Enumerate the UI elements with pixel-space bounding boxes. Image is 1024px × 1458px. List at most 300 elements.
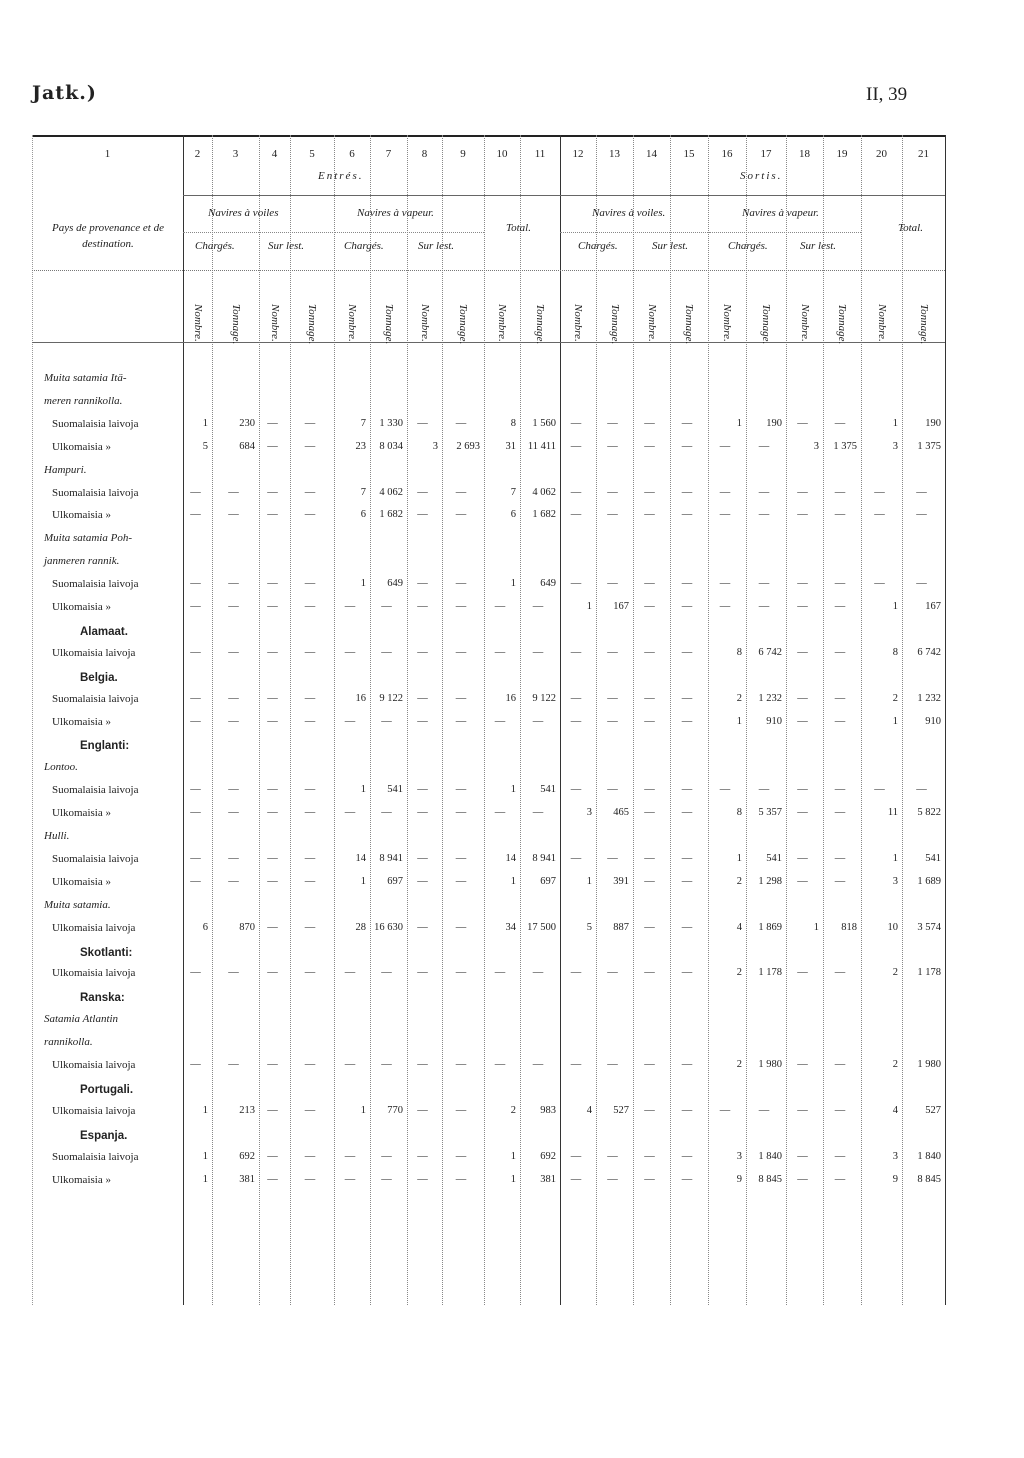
table-cell: — [417,417,428,429]
table-cell: — [304,807,316,819]
table-cell: — [681,1104,693,1116]
table-cell: 167 [925,601,941,612]
table-cell: 8 941 [379,852,403,864]
table-cell: — [607,967,618,979]
table-cell: 1 [736,417,742,429]
table-cell: 684 [239,440,255,452]
sails-out-surlest: Sur lest. [652,240,689,252]
table-cell: 1 375 [833,440,857,452]
table-cell: — [417,1150,428,1162]
table-cell: 1 [202,417,208,429]
table-cell: — [190,692,201,704]
table-cell: — [267,875,278,887]
column-number: 20 [876,148,887,160]
table-cell: — [834,784,846,796]
port-label: janmeren rannik. [44,555,120,568]
row-label: Suomalaisia laivoja [52,1150,139,1163]
table-cell: — [797,578,808,590]
table-cell: 6 [360,509,366,521]
table-cell: — [304,784,316,796]
table-cell: — [381,646,392,658]
table-cell: 527 [613,1104,629,1116]
table-cell: — [644,715,655,727]
table-cell: 9 [736,1173,742,1185]
table-cell: 2 [892,692,898,704]
table-cell: 692 [239,1150,255,1162]
row-label: Ulkomaisia » [52,440,111,453]
total-in-header: Total. [506,222,531,234]
table-cell: — [190,715,201,727]
port-label: Satamia Atlantin [44,1013,119,1026]
column-number: 10 [496,148,508,160]
table-cell: — [570,967,582,979]
table-cell: 1 [202,1150,208,1162]
table-cell: — [228,578,239,590]
table-cell: — [267,807,278,819]
column-number: 3 [232,148,239,160]
country-heading: Alamaat. [80,625,128,638]
table-cell: — [834,486,846,498]
table-cell: — [570,1150,582,1162]
table-cell: 1 [586,875,592,887]
table-cell: 527 [925,1104,941,1116]
table-cell: — [304,1173,316,1185]
table-cell: — [681,601,693,612]
table-cell: 1 298 [758,875,782,887]
table-cell: 1 [736,715,742,727]
table-cell: — [834,417,846,429]
table-cell: — [834,1059,846,1070]
table-cell: — [644,1104,655,1116]
column-number: 16 [721,148,733,160]
table-cell: — [607,1059,618,1070]
table-cell: — [455,875,467,887]
table-cell: — [381,601,392,612]
table-cell: 1 178 [758,967,782,979]
table-cell: — [570,417,582,429]
table-cell: — [494,1059,506,1070]
table-cell: — [417,578,428,590]
country-heading: Englanti: [80,740,130,753]
nombre-subheader: Nombre. [418,304,431,342]
column-number: 21 [918,148,929,160]
table-cell: — [644,486,655,498]
header-rule [183,232,333,233]
table-cell: 697 [540,875,556,887]
sails-in-charges: Chargés. [195,240,235,252]
column-number: 1 [104,148,111,160]
table-cell: — [834,646,846,658]
table-cell: 9 122 [532,692,556,704]
table-cell: — [834,852,846,864]
table-cell: — [190,646,201,658]
table-cell: 1 682 [379,509,403,521]
table-cell: — [607,1173,618,1185]
table-cell: — [267,440,278,452]
table-cell: — [681,784,693,796]
table-cell: — [681,875,693,887]
table-cell: — [797,646,808,658]
port-label: rannikolla. [44,1036,93,1049]
table-cell: — [455,417,467,429]
table-cell: — [494,807,506,819]
table-cell: — [834,692,846,704]
table-cell: 1 [202,1104,208,1116]
table-cell: 5 [586,921,592,933]
nombre-subheader: Nombre. [346,304,358,342]
table-cell: — [797,967,808,979]
table-cell: — [570,646,582,658]
continuation-label: Jatk.) [32,82,97,104]
row-label: Ulkomaisia » [52,875,111,888]
port-label: Muita satamia. [44,898,111,911]
table-cell: — [267,1059,278,1070]
table-cell: — [304,921,316,933]
table-cell: 8 [736,807,742,819]
table-cell: 2 [510,1104,516,1116]
table-cell: — [267,967,278,979]
table-cell: — [228,1059,239,1070]
table-cell: 381 [540,1173,556,1185]
table-cell: 16 [505,692,516,704]
header-rule [183,195,945,196]
table-cell: 541 [387,784,403,796]
table-cell: — [644,921,655,933]
table-cell: 1 330 [379,417,403,429]
table-cell: — [304,852,316,864]
table-cell: — [417,692,428,704]
table-cell: — [834,967,846,979]
table-cell: — [681,417,693,429]
table-cell: — [607,1150,618,1162]
table-cell: — [834,578,846,590]
table-cell: — [381,1059,392,1070]
table-cell: 1 178 [917,967,941,979]
table-cell: — [644,578,655,590]
table-cell: — [681,486,693,498]
table-cell: — [455,852,467,864]
table-cell: — [834,1173,846,1185]
table-cell: — [797,784,808,796]
table-cell: — [758,486,770,498]
table-cell: 1 [586,601,592,612]
table-cell: — [834,601,846,612]
table-cell: 1 [510,578,516,590]
table-cell: — [532,967,544,979]
table-cell: — [455,1173,467,1185]
table-cell: — [532,715,544,727]
table-cell: 770 [387,1104,403,1116]
table-cell: — [455,967,467,979]
table-cell: — [417,601,428,612]
table-cell: — [190,509,201,521]
row-label: Ulkomaisia laivoja [52,1104,136,1117]
table-cell: — [304,509,316,521]
table-cell: — [797,1104,808,1116]
steam-in-header: Navires à vapeur. [357,207,434,219]
table-cell: — [455,807,467,819]
table-cell: — [570,784,582,796]
table-cell: — [190,1059,201,1070]
table-cell: 14 [505,852,516,864]
table-cell: — [719,784,731,796]
table-cell: 3 [432,440,438,452]
table-cell: 1 [510,1173,516,1185]
table-cell: — [797,509,808,521]
table-cell: 1 [360,578,366,590]
table-cell: 818 [841,921,857,933]
table-cell: 2 [736,875,742,887]
table-cell: — [719,486,731,498]
table-cell: — [267,784,278,796]
column-number: 17 [760,148,772,160]
table-cell: — [190,578,201,590]
table-cell: 4 [736,921,742,933]
table-cell: — [190,852,201,864]
table-cell: — [797,692,808,704]
table-cell: — [304,692,316,704]
tonnage-subheader: Tonnage. [229,304,242,345]
table-cell: — [916,509,927,521]
table-cell: — [607,486,618,498]
table-cell: — [570,509,582,521]
table-cell: — [228,509,239,521]
table-cell: — [874,509,885,521]
port-label: Hampuri. [44,463,87,476]
table-cell: — [532,646,544,658]
table-cell: 2 [892,967,898,979]
table-cell: — [644,852,655,864]
row-label: Suomalaisia laivoja [52,852,139,865]
table-cell: — [681,807,693,819]
table-cell: — [304,417,316,429]
table-cell: — [874,578,885,590]
table-cell: 16 630 [374,921,403,933]
table-cell: — [455,784,467,796]
table-cell: — [228,967,239,979]
page-number: II, 39 [866,84,908,105]
table-cell: 6 [510,509,516,521]
table-cell: — [681,921,693,933]
table-cell: 1 560 [532,417,556,429]
country-heading: Skotlanti: [80,946,133,959]
table-cell: 190 [925,417,941,429]
steam-in-surlest: Sur lest. [418,240,455,252]
country-heading: Portugali. [80,1083,134,1096]
table-cell: — [228,852,239,864]
table-cell: 1 840 [758,1150,782,1162]
table-cell: — [644,1059,655,1070]
table-cell: — [267,509,278,521]
column-number: 12 [572,148,584,160]
table-cell: — [381,807,392,819]
country-col-header: Pays de provenance et de destination. [52,222,164,250]
table-cell: — [644,601,655,612]
row-label: Ulkomaisia laivoja [52,921,136,934]
row-label: Suomalaisia laivoja [52,417,139,430]
table-cell: — [797,875,808,887]
table-cell: 3 [813,440,819,452]
table-cell: — [417,646,428,658]
table-cell: — [758,440,770,452]
table-cell: — [681,967,693,979]
table-cell: — [304,715,316,727]
table-cell: 5 822 [917,807,941,819]
column-number: 15 [683,148,695,160]
table-cell: — [570,578,582,590]
table-cell: — [532,807,544,819]
table-cell: — [455,509,467,521]
table-cell: — [190,967,201,979]
table-cell: 5 [202,440,208,452]
row-label: Ulkomaisia » [52,509,111,522]
table-cell: 2 693 [456,440,480,452]
table-cell: 8 034 [379,440,403,452]
table-cell: — [719,509,731,521]
table-cell: — [381,1173,392,1185]
table-cell: — [607,784,618,796]
table-cell: 3 [736,1150,742,1162]
column-number: 7 [385,148,392,160]
table-cell: 1 [510,875,516,887]
row-label: Ulkomaisia » [52,601,111,613]
total-out-header: Total. [898,222,923,234]
table-cell: — [916,578,927,590]
table-cell: 887 [613,921,629,933]
tonnage-subheader: Tonnage. [917,304,930,345]
table-cell: 16 [355,692,366,704]
table-cell: — [570,692,582,704]
table-cell: — [644,440,655,452]
table-cell: — [267,646,278,658]
table-cell: 6 742 [917,646,941,658]
tonnage-subheader: Tonnage. [608,304,621,345]
sails-out-charges: Chargés. [578,240,618,252]
port-label: Lontoo. [44,761,78,774]
table-cell: — [267,417,278,429]
table-cell: — [570,1059,582,1070]
table-cell: — [190,601,201,612]
table-cell: — [228,875,239,887]
table-cell: — [344,807,356,819]
table-cell: 1 [360,875,366,887]
header-rule [708,232,861,233]
table-cell: — [228,486,239,498]
nombre-subheader: Nombre. [496,304,508,342]
table-cell: 1 869 [758,921,782,933]
table-cell: — [190,486,201,498]
table-cell: — [681,509,693,521]
header-rule [32,270,945,271]
table-cell: 3 [586,807,592,819]
column-number: 18 [799,148,810,160]
table-cell: — [304,646,316,658]
table-cell: — [344,1150,356,1162]
table-cell: — [570,1173,582,1185]
table-cell: 1 [510,784,516,796]
table-cell: — [304,1150,316,1162]
row-label: Suomalaisia laivoja [52,578,139,591]
table-cell: — [228,807,239,819]
table-cell: — [381,1150,392,1162]
table-cell: 3 [892,440,898,452]
sails-out-header: Navires à voiles. [592,207,666,219]
port-label: Muita satamia Poh- [44,532,132,545]
table-cell: 190 [766,417,782,429]
table-cell: 649 [540,578,556,590]
table-cell: — [455,578,467,590]
table-cell: 10 [887,921,898,933]
table-cell: 8 [892,646,898,658]
table-cell: — [455,1104,467,1116]
table-cell: — [532,1059,544,1070]
table-cell: — [719,601,731,612]
table-cell: — [719,440,731,452]
table-cell: — [532,601,544,612]
table-cell: — [797,417,808,429]
table-cell: — [758,578,770,590]
table-cell: — [304,1104,316,1116]
table-cell: — [455,692,467,704]
table-cell: — [758,601,770,612]
table-cell: — [797,601,808,612]
row-label: Suomalaisia laivoja [52,486,139,499]
table-cell: 910 [925,715,941,727]
header-rule [334,232,484,233]
table-cell: — [570,486,582,498]
table-cell: — [190,875,201,887]
table-cell: — [228,601,239,612]
table-cell: 230 [239,417,255,429]
table-cell: — [681,715,693,727]
group-sorties: Sortis. [740,170,783,182]
table-cell: — [607,692,618,704]
column-number: 13 [609,148,620,160]
table-cell: 649 [387,578,403,590]
table-cell: 34 [505,921,516,933]
table-cell: — [304,967,316,979]
table-cell: 2 [892,1059,898,1070]
table-cell: 7 [360,486,366,498]
table-cell: 1 840 [917,1150,941,1162]
table-cell: 28 [355,921,366,933]
table-cell: 17 500 [527,921,556,933]
table-cell: — [644,1150,655,1162]
table-cell: 8 845 [917,1173,941,1185]
column-number: 9 [460,148,466,160]
group-entries: Entrés. [318,170,364,182]
steam-in-charges: Chargés. [344,240,384,252]
table-cell: 1 [360,1104,366,1116]
table-cell: — [834,1104,846,1116]
table-cell: — [417,715,428,727]
table-cell: — [607,852,618,864]
steam-out-surlest: Sur lest. [800,240,837,252]
row-label: Ulkomaisia laivoja [52,646,136,659]
table-cell: — [190,807,201,819]
tonnage-subheader: Tonnage. [683,304,695,345]
table-cell: — [797,486,808,498]
table-cell: — [607,440,618,452]
table-cell: 1 [892,601,898,612]
table-cell: 7 [510,486,516,498]
nombre-subheader: Nombre. [721,304,733,342]
table-cell: 541 [540,784,556,796]
table-cell: 391 [613,875,629,887]
table-cell: 14 [355,852,366,864]
table-cell: — [644,509,655,521]
table-cell: 2 [736,1059,742,1070]
